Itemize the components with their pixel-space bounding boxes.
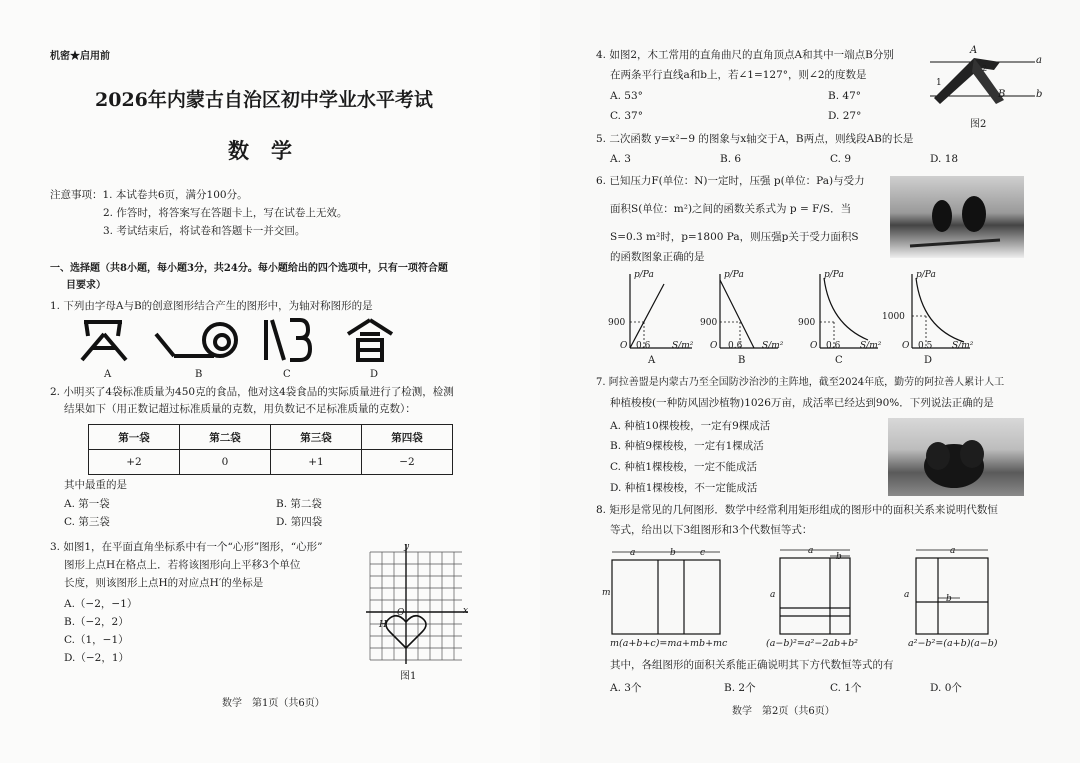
q8-question: 其中，各组图形的面积关系能正确说明其下方代数恒等式的有: [610, 659, 894, 671]
q6-graphs: [602, 266, 1042, 362]
section1-heading-cont: 目要求）: [66, 280, 106, 291]
notes-line-2: 2. 作答时，将答案写在答题卡上，写在试卷上无效。: [103, 207, 348, 219]
q6-ylabel-d: p/Pa: [916, 270, 936, 280]
q6-graph-label-a: A: [648, 355, 656, 366]
q1-stem: 1. 下列由字母A与B的创意图形结合产生的图形中，为轴对称图形的是: [50, 300, 373, 312]
q4-stem-2: 在两条平行直线a和b上，若∠1=127°，则∠2的度数是: [610, 69, 867, 81]
q3-fig-caption: 图1: [400, 671, 417, 682]
q4-option-a: A. 53°: [610, 90, 643, 102]
q8-fig3-a: a: [950, 546, 956, 556]
q6-stem-4: 的函数图象正确的是: [610, 251, 705, 263]
q8-fig3-b: b: [946, 594, 952, 604]
q6-graph-label-c: C: [835, 355, 843, 366]
q2-option-d: D. 第四袋: [276, 516, 323, 528]
saxaul-photo: [888, 418, 1024, 496]
q8-formula-3: a²−b²=(a+b)(a−b): [908, 638, 998, 649]
q8-option-b: B. 2个: [724, 682, 756, 694]
q2-table: [88, 424, 453, 475]
q4-label-b-line: b: [1036, 89, 1043, 100]
q3-option-a: A.（−2，−1）: [64, 598, 138, 610]
q8-fig2-b: b: [836, 552, 842, 562]
q6-stem-3: S=0.3 m²时，p=1800 Pa，则压强p关于受力面积S: [610, 231, 859, 243]
table-cell: 0: [180, 450, 271, 475]
confidential-mark: 机密★启用前: [50, 51, 110, 62]
q6-xlabel-d: S/m²: [952, 341, 974, 351]
q6-yval-b: 900: [700, 318, 718, 328]
q7-option-b: B. 种植9棵梭梭，一定有1棵成活: [610, 440, 764, 452]
q6-ylabel-c: p/Pa: [824, 270, 844, 280]
table-header-cell: 第二袋: [180, 425, 271, 450]
q6-ylabel-b: p/Pa: [724, 270, 744, 280]
page-2-footer: 数学 第2页（共6页）: [732, 706, 835, 717]
q3-axis-y: y: [404, 542, 410, 552]
q6-graph-label-d: D: [924, 355, 933, 366]
q3-axis-x: x: [463, 606, 469, 616]
q3-point-h: H: [379, 620, 387, 630]
q8-figures: [600, 544, 1040, 640]
q1-figures: [74, 316, 404, 368]
q6-stem-1: 6. 已知压力F(单位：N)一定时，压强 p(单位：Pa)与受力: [596, 175, 865, 187]
page-1-footer: 数学 第1页（共6页）: [222, 698, 325, 709]
table-header-cell: 第四袋: [362, 425, 453, 450]
q7-option-c: C. 种植1棵梭梭，一定不能成活: [610, 461, 758, 473]
q8-fig1-b: b: [670, 548, 676, 558]
q6-xlabel-a: S/m²: [672, 341, 694, 351]
ski-photo: [890, 176, 1024, 258]
q6-origin-a: O: [620, 341, 628, 351]
exam-title: 2026年内蒙古自治区初中学业水平考试: [95, 89, 433, 111]
table-row: [89, 425, 453, 450]
q5-option-c: C. 9: [830, 153, 852, 165]
q8-fig2-a: a: [808, 546, 814, 556]
q4-option-c: C. 37°: [610, 110, 643, 122]
q8-fig2-a-side: a: [770, 590, 776, 600]
q4-stem-1: 4. 如图2，木工常用的直角曲尺的直角顶点A和其中一端点B分别: [596, 49, 894, 61]
q2-option-c: C. 第三袋: [64, 516, 110, 528]
q2-option-b: B. 第二袋: [276, 498, 322, 510]
q1-label-a: A: [104, 369, 112, 380]
q6-origin-c: O: [810, 341, 818, 351]
subject-title: 数学: [228, 138, 314, 163]
q3-stem-3: 长度，则该图形上点H的对应点H′的坐标是: [64, 577, 264, 589]
table-header-cell: 第一袋: [89, 425, 180, 450]
q4-angle-1: 1: [936, 78, 942, 88]
q4-fig-caption: 图2: [970, 119, 987, 130]
q6-origin-b: O: [710, 341, 718, 351]
skier-silhouettes: [890, 176, 1024, 258]
q3-stem-2: 图形上点H在格点上．若将该图形向上平移3个单位: [64, 559, 301, 571]
table-cell: −2: [362, 450, 453, 475]
q6-yval-a: 900: [608, 318, 626, 328]
q1-figure-b: [156, 324, 236, 356]
notes-line-1: 注意事项：1. 本试卷共6页，满分100分。: [50, 189, 248, 201]
q4-figure: [930, 44, 1043, 114]
q4-label-a-line: a: [1036, 55, 1042, 66]
q4-option-d: D. 27°: [828, 110, 862, 122]
q8-fig1-a: a: [630, 548, 636, 558]
q8-fig1-c: c: [700, 548, 706, 558]
q1-label-b: B: [195, 369, 203, 380]
q6-xlabel-b: S/m²: [762, 341, 784, 351]
q3-option-d: D.（−2，1）: [64, 652, 130, 664]
q6-ylabel-a: p/Pa: [634, 270, 654, 280]
q7-option-d: D. 种植1棵梭梭，不一定能成活: [610, 482, 758, 494]
q5-option-d: D. 18: [930, 153, 959, 165]
q4-label-a-point: A: [970, 45, 978, 56]
q5-stem: 5. 二次函数 y=x²−9 的图象与x轴交于A，B两点，则线段AB的长是: [596, 133, 914, 145]
notes-line-3: 3. 考试结束后，将试卷和答题卡一并交回。: [103, 225, 306, 237]
q1-label-c: C: [283, 369, 291, 380]
q2-question: 其中最重的是: [64, 479, 127, 491]
q8-stem-1: 8. 矩形是常见的几何图形．数学中经常利用矩形组成的图形中的面积关系来说明代数恒: [596, 504, 998, 516]
q5-option-a: A. 3: [610, 153, 631, 165]
q7-stem-1: 7. 阿拉善盟是内蒙古乃至全国防沙治沙的主阵地，截至2024年底，勤劳的阿拉善人累计人工: [596, 377, 1005, 388]
q3-option-c: C.（1，−1）: [64, 634, 129, 646]
q8-fig1-m: m: [602, 588, 611, 598]
q1-label-d: D: [370, 369, 379, 380]
q6-origin-d: O: [902, 341, 910, 351]
q8-option-a: A. 3个: [610, 682, 642, 694]
q1-figure-a: [82, 322, 126, 360]
table-cell: +1: [271, 450, 362, 475]
q2-stem-2: 结果如下（用正数记超过标准质量的克数，用负数记不足标准质量的克数）：: [64, 403, 416, 415]
q4-label-b-point: B: [998, 89, 1006, 100]
q6-xval-b: 0.6: [728, 341, 743, 351]
q6-graph-label-b: B: [738, 355, 746, 366]
q6-xval-d: 0.5: [918, 341, 933, 351]
q4-angle-2: 2: [982, 64, 988, 73]
q7-option-a: A. 种植10棵梭梭，一定有9棵成活: [610, 420, 771, 432]
q6-xval-c: 0.6: [826, 341, 841, 351]
q6-yval-d: 1000: [882, 312, 905, 322]
shrub-silhouette: [888, 418, 1024, 496]
q6-xlabel-c: S/m²: [860, 341, 882, 351]
table-row: [89, 450, 453, 475]
exam-page-2: [540, 0, 1080, 763]
section1-heading: 一、选择题（共8小题，每小题3分，共24分。每小题给出的四个选项中，只有一项符合题: [50, 263, 448, 274]
q2-stem-1: 2. 小明买了4袋标准质量为450克的食品，他对这4袋食品的实际质量进行了检测，检测: [50, 386, 454, 398]
table-header-cell: 第三袋: [271, 425, 362, 450]
q4-option-b: B. 47°: [828, 90, 862, 102]
q3-origin: O: [397, 608, 405, 618]
q6-stem-2: 面积S(单位：m²)之间的函数关系式为 p = F/S．当: [610, 203, 852, 215]
q8-formula-1: m(a+b+c)=ma+mb+mc: [610, 638, 728, 649]
q6-xval-a: 0.6: [636, 341, 651, 351]
q3-option-b: B.（−2，2）: [64, 616, 129, 628]
q8-option-d: D. 0个: [930, 682, 962, 694]
q7-stem-2: 种植梭梭(一种防风固沙植物)1026万亩，成活率已经达到90%．下列说法正确的是: [610, 397, 994, 409]
q5-option-b: B. 6: [720, 153, 742, 165]
q1-figure-c: [266, 320, 310, 360]
q8-formula-2: (a−b)²=a²−2ab+b²: [766, 638, 858, 649]
q8-fig3-a-side: a: [904, 590, 910, 600]
q6-yval-c: 900: [798, 318, 816, 328]
q1-figure-d: [348, 320, 392, 360]
q2-option-a: A. 第一袋: [64, 498, 110, 510]
q3-figure-grid: [362, 540, 474, 670]
q3-stem-1: 3. 如图1，在平面直角坐标系中有一个“心形”图形，“心形”: [50, 541, 323, 553]
q8-option-c: C. 1个: [830, 682, 862, 694]
table-cell: +2: [89, 450, 180, 475]
q8-stem-2: 等式，给出以下3组图形和3个代数恒等式：: [610, 524, 813, 536]
